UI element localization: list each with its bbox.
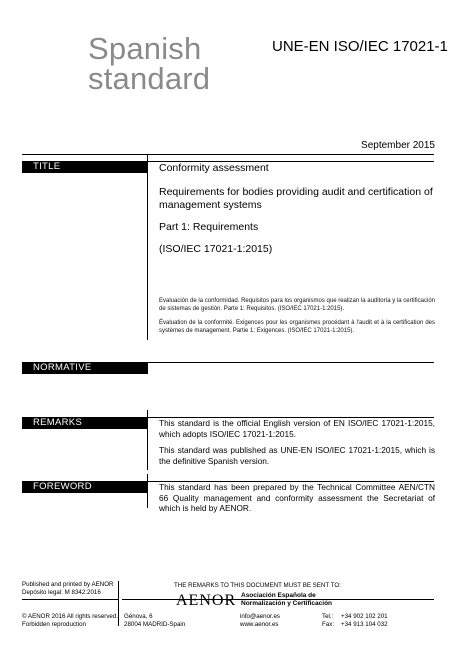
footer-deposito: Depósito legal: M 8342:2016 [22, 589, 101, 596]
footer-forbidden: Forbidden reproduction [22, 621, 86, 628]
aenor-logo: AENOR [176, 592, 237, 609]
publication-date: September 2015 [361, 140, 435, 151]
footer-web[interactable]: www.aenor.es [240, 621, 279, 628]
footer-copyright: © AENOR 2016 All rights reserved. [22, 613, 119, 620]
section-label-title: TITLE [22, 161, 148, 173]
header-rule [22, 154, 434, 155]
brand-line-2: standard [88, 61, 211, 96]
foreword-paragraph: This standard has been prepared by the Technical Committee AEN/CTN 66 Quality management and conformity assessment the Secretariat of which is held by AENOR. [159, 482, 435, 513]
title-line-1: Conformity assessment [159, 162, 269, 174]
footer-rule-left [22, 599, 118, 600]
title-french: Évaluation de la conformité. Exigences pour les organismes procédant à l'audit et à la certification des systèmes de management. Partie 1: Exigences. (ISO/IEC 17021-1:2015). [159, 320, 435, 334]
title-line-4: (ISO/IEC 17021-1:2015) [159, 243, 273, 255]
title-spanish: Evaluación de la conformidad. Requisitos para los organismos que realizan la auditoría y la certificación de sistemas de gestión. Parte 1: Requisitos. (ISO/IEC 17021-1:2015). [159, 298, 435, 312]
standard-code: UNE-EN ISO/IEC 17021-1 [272, 38, 448, 55]
footer-vertical-rule [118, 581, 119, 626]
footer-fax-label: Fax: [322, 621, 335, 628]
title-vertical-rule [147, 154, 148, 340]
footer-fax: +34 913 104 032 [341, 621, 388, 628]
brand-title [88, 31, 211, 96]
aenor-sub-line-1: Asociación Española de [241, 592, 316, 599]
aenor-logo-subtitle [241, 592, 332, 608]
footer-remarks-sent: THE REMARKS TO THIS DOCUMENT MUST BE SENT TO: [174, 582, 341, 589]
footer-address-1: Génova, 6 [124, 613, 153, 620]
section-label-normative: NORMATIVE [22, 362, 148, 374]
footer-tel: +34 902 102 201 [341, 613, 388, 620]
footer-email[interactable]: info@aenor.es [240, 613, 280, 620]
section-label-foreword: FOREWORD [22, 481, 148, 493]
remarks-paragraph-1: This standard is the official English version of EN ISO/IEC 17021-1:2015, which adopts ISO/IEC 17021-1:2015. [159, 418, 435, 439]
title-line-3: Part 1: Requirements [159, 221, 259, 233]
footer-address-2: 28004 MADRID-Spain [124, 621, 186, 628]
title-line-2: Requirements for bodies providing audit and certification of management systems [159, 186, 433, 211]
normative-section-rule [148, 362, 434, 363]
aenor-sub-line-2: Normalización y Certificación [241, 600, 333, 607]
footer-published: Published and printed by AENOR [22, 581, 114, 588]
footer-tel-label: Tel.: [322, 613, 334, 620]
remarks-paragraph-2: This standard was published as UNE-EN ISO/IEC 17021-1:2015, which is the definitive Spanish version. [159, 445, 435, 466]
section-label-remarks: REMARKS [22, 417, 148, 429]
brand-line-1: Spanish [88, 31, 202, 66]
